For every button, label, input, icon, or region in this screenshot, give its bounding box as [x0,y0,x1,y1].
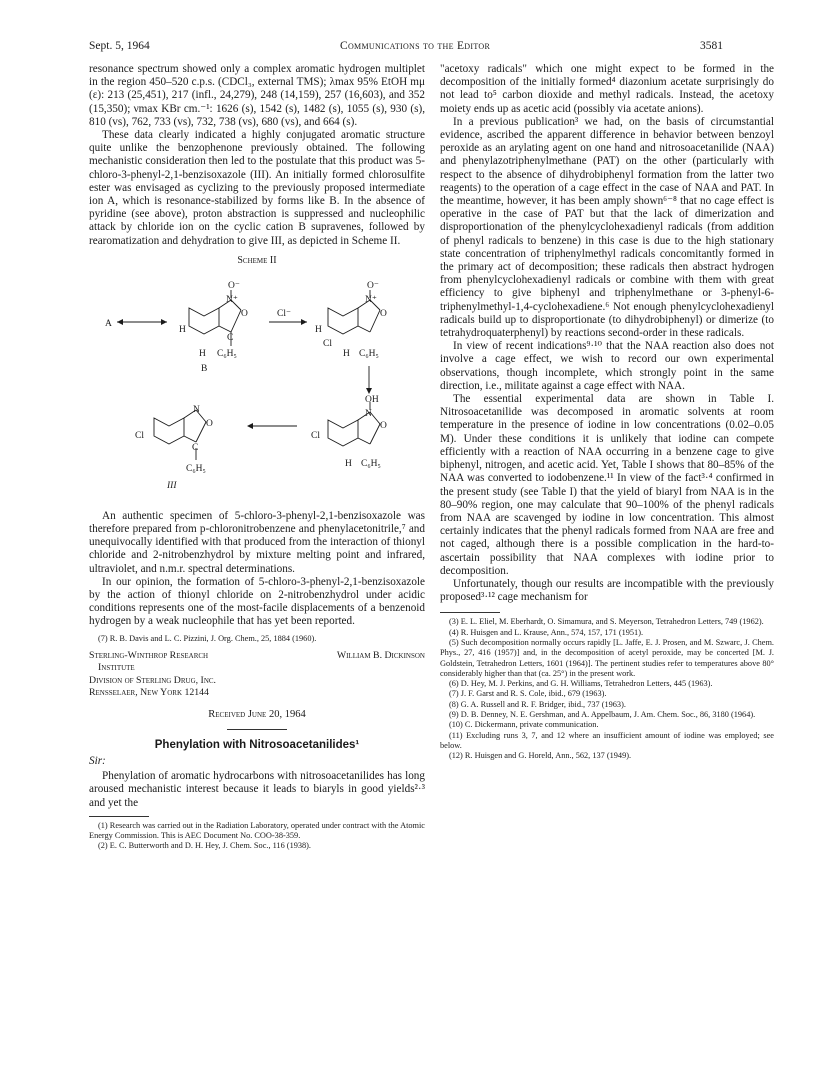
footnote: (7) J. F. Garst and R. S. Cole, ibid., 679 (1963). [449,689,607,699]
article-title: Phenylation with Nitrosoacetanilides¹ [154,738,360,751]
svg-text:N⁺: N⁺ [226,294,238,305]
footnote: (1) Research was carried out in the Radiation Laboratory, operated under contract with the Atomic Energy Commission. This is AEC Document No. COO-38-359. [89,820,425,841]
received-date: Received June 20, 1964 [208,708,306,720]
affiliation-line: Rensselaer, New York 12144 [89,687,209,699]
svg-text:C: C [227,332,234,343]
affiliation-line: Sterling-Winthrop Research [89,649,209,661]
paragraph: In a previous publication³ we had, on the basis of circumstantial evidence, ascribed the apparent difference in behavior between benzoyl peroxide as an arylating agent on one hand and nitrosoacetanilide (NAA) and phenylazotriphenylmethane (PAT) on the other (particularly with respect to the absence of dihydrobiphenyl formation from the latter two reagents) to the operation of a cage effect in the case of NAA and PAT. In the meantime, however, it has been amply shown⁶⁻⁸ that no cage effect is operative in the case of PAT but that the lack of dimerization and disproportionation of the phenylcyclohexadienyl radicals (from addition of phenyl radicals to benzene) in this case is due to the high stationary state concentration of triphenylmethyl radicals concomitantly formed in the primary act of decomposition; these radicals then abstract hydrogen from phenylcyclohexadienyl radicals or combine with them with great efficiency to give biphenyl and triphenylmethane or 3-phenyl-6-triphenylmethyl-1,4-cyclohexadiene.⁶ Not enough phenylcyclohexadienyl radicals build up to disproportionate (to dihydrobiphenyl) or dimerize (to tetrahydroquaterphenyl) by reactions second-order in these radicals. [440,115,774,340]
label-b: B [201,363,208,374]
paragraph: These data clearly indicated a highly conjugated aromatic structure quite unlike the benzophenone previously obtained. The following mechanistic consideration then led to the postulate that this product was 5-chloro-3-phenyl-2,1-benzisoxazole (III). An initially formed chlorosulfite ester was envisaged as cyclizing to the previously proposed intermediate ion A, which is resonance-stabilized by forms like B. In the absence of pyridine (see above), proton abstraction is suppressed and nucleophilic attack by chloride ion on the cyclic cation B supravenes, followed by rearomatization and dehydration to give III, as depicted in Scheme II. [89,129,425,247]
footnote: (12) R. Huisgen and G. Horeld, Ann., 562, 137 (1949). [449,751,632,761]
svg-text:Cl: Cl [135,430,144,441]
paragraph: "acetoxy radicals" which one might expect to be formed in the decomposition of the initially formed⁴ diazonium acetate surprisingly do not lead to⁵ carbon dioxide and methyl radicals. Instead, the acetoxy moiety ends up as acetic acid (possibly via acetate anions). [440,63,774,115]
page-number: 3581 [700,40,723,52]
affiliation-block [89,650,425,700]
svg-text:H: H [199,348,206,359]
salutation: Sir: [89,755,106,767]
svg-text:Cl: Cl [323,338,332,349]
footnote: (10) C. Dickermann, private communication. [449,720,599,730]
svg-text:O⁻: O⁻ [367,280,379,291]
footnote: (5) Such decomposition normally occurs rapidly [L. Jaffe, E. J. Prosen, and M. Szwarc, J. Chem. Phys., 27, 416 (1957)] and, in the decomposition of acetyl peroxide, may be concerted [M. J. Goldstein, Tetrahedron Letters, 1601 (1964)]. The pertinent studies refer to temperatures above 80° considerably higher than that (ca. 25°) in the present work. [440,637,774,678]
footnote-rule [89,816,149,817]
scheme-ii [89,254,425,506]
svg-text:N⁺: N⁺ [365,294,377,305]
running-title: Communications to the Editor [340,40,491,52]
footnote: (9) D. B. Denney, N. E. Gershman, and A. Appelbaum, J. Am. Chem. Soc., 86, 3180 (1964). [449,710,756,719]
svg-text:O: O [380,420,387,431]
footnote: (4) R. Huisgen and L. Krause, Ann., 574, 157, 171 (1951). [449,627,644,637]
left-column [89,63,425,852]
footnote: (3) E. L. Eliel, M. Eberhardt, O. Simamura, and S. Meyerson, Tetrahedron Letters, 749 (1962). [449,617,764,627]
paragraph: resonance spectrum showed only a complex aromatic hydrogen multiplet in the region 450–520 c.p.s. (CDCl₃, external TMS); λmax 95% EtOH mμ (ε): 213 (25,451), 217 (infl., 24,279), 248 (14,159), 257 (16,603), and 352 (15,350); νmax KBr cm.⁻¹: 1626 (s), 1542 (s), 1482 (s), 1055 (s), 930 (s), 810 (vs), 762, 733 (vs), 732, 738 (vs), 680 (vs), and 664 (s). [89,63,425,128]
right-column [440,63,774,761]
footnote-7-block [89,634,425,644]
svg-text:N: N [365,408,372,419]
scheme-title: Scheme II [237,254,277,266]
footnote: (2) E. C. Butterworth and D. H. Hey, J. Chem. Soc., 116 (1938). [98,841,312,851]
svg-text:H: H [179,324,186,335]
svg-text:H: H [343,348,350,359]
svg-text:O⁻: O⁻ [228,280,240,291]
svg-text:Cl: Cl [311,430,320,441]
scheme-drawing [89,266,425,506]
affiliation-line: Institute [98,662,135,674]
svg-text:C₆H₅: C₆H₅ [217,348,237,359]
running-date: Sept. 5, 1964 [89,40,150,52]
label-a: A [105,318,112,329]
paragraph: In view of recent indications⁹·¹⁰ that the NAA reaction also does not involve a cage effect, we wish to record our own experimental observations, though incomplete, which strongly point in the same direction, i.e., militate against a cage effect with NAA. [440,340,774,392]
footnote: (6) D. Hey, M. J. Perkins, and G. H. Williams, Tetrahedron Letters, 445 (1963). [449,679,713,689]
section-divider [227,729,287,730]
footnote: (8) G. A. Russell and R. F. Bridger, ibid., 737 (1963). [449,699,626,709]
svg-text:N: N [193,404,200,415]
svg-text:O: O [206,418,213,429]
svg-text:O: O [241,308,248,319]
svg-text:C: C [192,442,199,453]
svg-text:H: H [315,324,322,335]
footnote-rule [440,612,500,613]
svg-text:C₆H₅: C₆H₅ [186,463,206,474]
footnote: (7) R. B. Davis and L. C. Pizzini, J. Org. Chem., 25, 1884 (1960). [98,633,317,643]
paragraph: In our opinion, the formation of 5-chloro-3-phenyl-2,1-benzisoxazole by the action of thionyl chloride on 2-nitrobenzhydrol under acidic conditions represents one of the most-facile displacements of a benzenoid hydrogen by a weak nucleophile that has yet been reported. [89,575,425,628]
svg-text:C₆H₅: C₆H₅ [359,348,379,359]
svg-text:C₆H₅: C₆H₅ [361,458,381,469]
svg-text:Cl⁻: Cl⁻ [277,308,291,319]
label-iii: III [167,480,177,491]
paragraph: The essential experimental data are shown in Table I. Nitrosoacetanilide was decomposed in aromatic solvents at room temperature in the presence of iodine in low concentrations (0.02–0.05 M). Under these conditions it is unlikely that iodine can compete efficiently with a reaction of NAA occurring in a benzene cage to give biphenyl, nitrogen, and acetic acid. Yet, Table I shows that 80–85% of the NAA was converted to iodobenzene.¹¹ In view of the fact³·⁴ confirmed in the present study (see Table I) that the yield of biaryl from NAA is in the 80–90% region, one may calculate that 90–100% of the phenyl radicals from NAA are scavenged by iodine in low concentration. This almost certainly indicates that the phenyl radicals formed from NAA are free and not caged, although there is a possible complication in the hard-to-ascertain possibility that NAA complexes with iodine prior to decomposition. [440,393,774,577]
author-name: William B. Dickinson [336,649,425,661]
footnote: (11) Excluding runs 3, 7, and 12 where an insufficient amount of iodine was employed; see below. [440,730,774,750]
footnotes-left [89,821,425,852]
svg-text:OH: OH [365,394,379,405]
paragraph: Unfortunately, though our results are incompatible with the previously proposed³·¹² cage mechanism for [440,577,774,604]
affiliation-line: Division of Sterling Drug, Inc. [89,674,216,686]
paragraph: An authentic specimen of 5-chloro-3-phenyl-2,1-benzisoxazole was therefore prepared from p-chloronitrobenzene and phenylacetonitrile,⁷ and unequivocally identified with that produced from the interaction of thionyl chloride and 2-nitrobenzhydrol by mixture melting point and infrared, ultraviolet, and n.m.r. spectral determinations. [89,509,425,575]
svg-text:O: O [380,308,387,319]
footnotes-right [440,617,774,761]
svg-text:H: H [345,458,352,469]
paragraph: Phenylation of aromatic hydrocarbons with nitrosoacetanilides has long aroused mechanistic interest because it leads to biaryls in good yields²·³ and yet the [89,770,425,809]
